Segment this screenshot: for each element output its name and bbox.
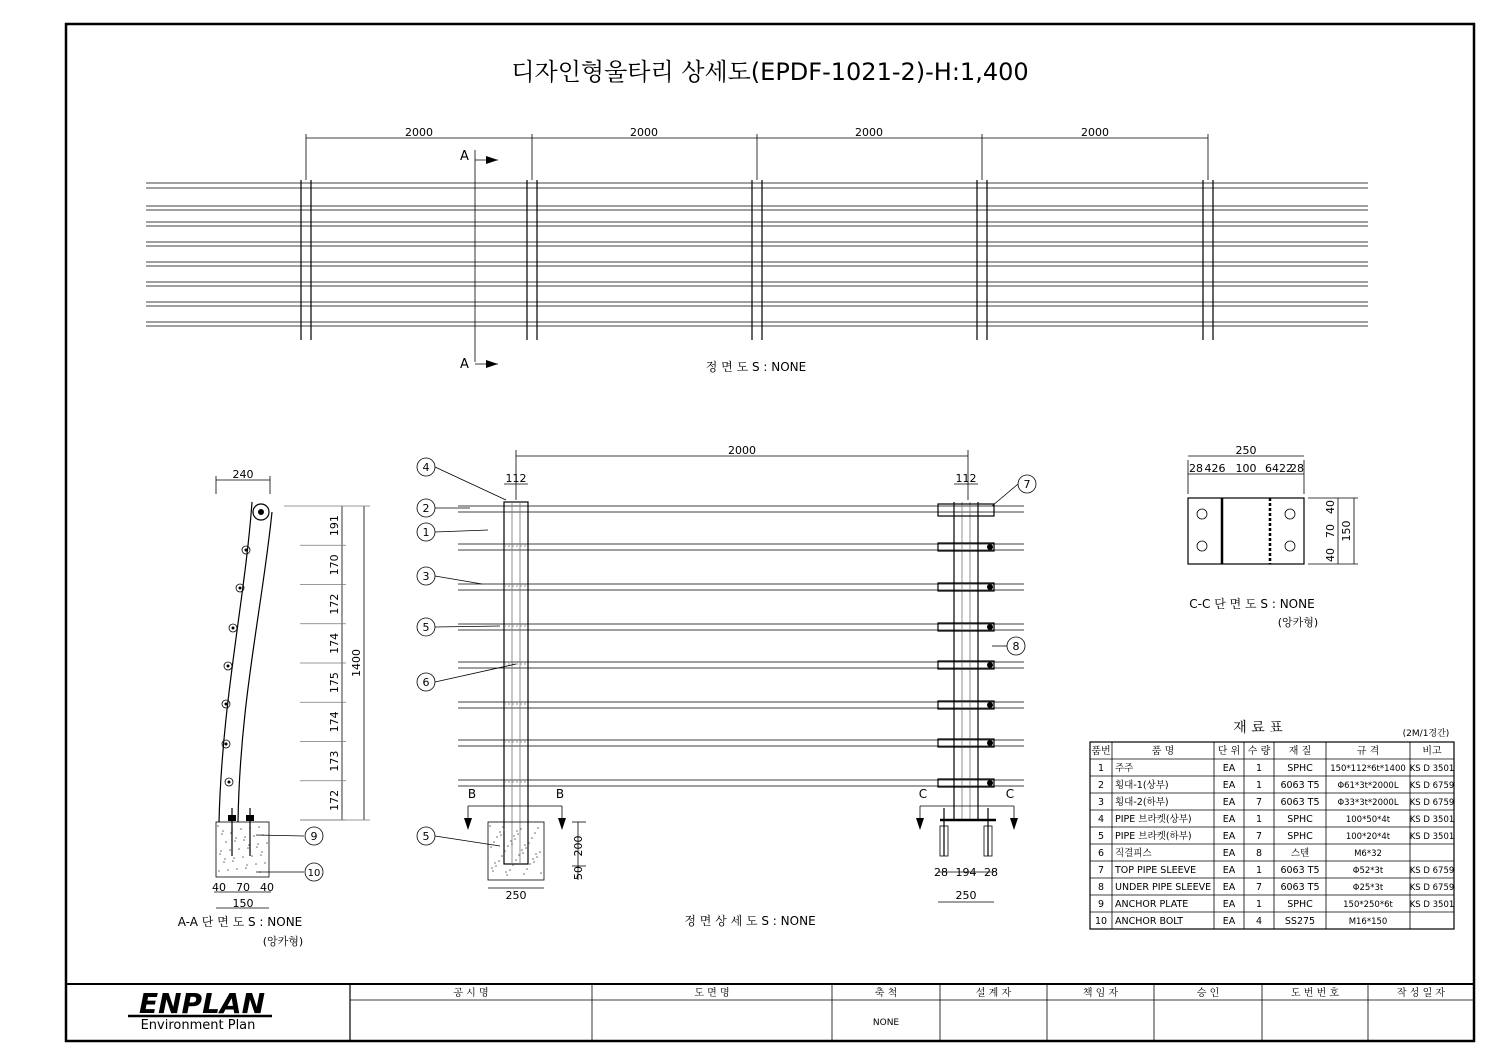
span-dim-4: 2000	[1081, 126, 1109, 139]
cc-top-dim-5: 28	[1290, 462, 1304, 475]
span-dim-2: 2000	[630, 126, 658, 139]
materials-cell: EA	[1222, 814, 1236, 825]
logo-subtitle: Environment Plan	[140, 1018, 256, 1033]
cc-label: C-C 단 면 도 S : NONE	[1189, 597, 1315, 611]
materials-cell: KS D 3501	[1409, 764, 1455, 774]
materials-cell: 횡대-1(상부)	[1115, 780, 1169, 791]
aa-spacing-5: 175	[328, 672, 341, 694]
materials-cell: 100*50*4t	[1345, 815, 1391, 825]
materials-cell: PIPE 브라켓(하부)	[1115, 831, 1192, 842]
title-block-header: 축 척	[874, 988, 898, 999]
detail-callout-7: 7	[1023, 478, 1031, 491]
materials-cell: 1	[1255, 814, 1263, 825]
detail-callout-1: 1	[422, 526, 430, 539]
materials-cell: 7	[1097, 865, 1105, 876]
detail-callout-5: 5	[422, 621, 430, 634]
materials-cell: KS D 6759	[1409, 866, 1455, 876]
materials-header: 단 위	[1217, 746, 1241, 757]
aa-spacing-4: 174	[328, 632, 341, 654]
materials-cell: Φ33*3t*2000L	[1337, 798, 1399, 808]
materials-cell: 6063 T5	[1280, 797, 1320, 808]
cc-top-dim-4: 6422	[1265, 462, 1293, 475]
title-block	[128, 984, 1474, 1041]
materials-cell: 4	[1097, 814, 1105, 825]
drawing-title: 디자인형울타리 상세도(EPDF-1021-2)-H:1,400	[511, 58, 1029, 86]
section-b-right: B	[555, 787, 565, 801]
materials-header: 품 명	[1151, 746, 1175, 757]
aa-base-dim-right: 40	[260, 881, 274, 894]
cc-side-total: 150	[1340, 520, 1353, 542]
materials-cell: Φ61*3t*2000L	[1337, 781, 1399, 791]
title-block-header: 공 시 명	[453, 988, 489, 999]
materials-header: 재 질	[1288, 746, 1312, 757]
detail-footing-height: 200	[572, 835, 585, 857]
materials-cell: 6063 T5	[1280, 780, 1320, 791]
aa-callout-9: 9	[310, 830, 318, 843]
materials-cell: KS D 3501	[1409, 815, 1455, 825]
materials-cell: PIPE 브라켓(상부)	[1115, 814, 1192, 825]
title-block-value: NONE	[872, 1018, 900, 1028]
detail-span: 2000	[728, 444, 756, 457]
materials-cell: TOP PIPE SLEEVE	[1115, 865, 1197, 876]
materials-cell: KS D 6759	[1409, 781, 1455, 791]
materials-cell: 9	[1097, 899, 1105, 910]
materials-cell: 1	[1255, 865, 1263, 876]
materials-cell: SPHC	[1287, 899, 1313, 910]
detail-callout-6: 6	[422, 676, 430, 689]
detail-label: 정 면 상 세 도 S : NONE	[684, 914, 816, 928]
section-c-right: C	[1005, 787, 1015, 801]
materials-cell: UNDER PIPE SLEEVE	[1115, 882, 1212, 893]
section-b-left: B	[467, 787, 477, 801]
detail-callout-bottom: 5	[422, 830, 430, 843]
anchor-dim-mid: 194	[955, 866, 977, 879]
materials-cell: 6063 T5	[1280, 865, 1320, 876]
title-block-header: 도 면 명	[694, 988, 730, 999]
materials-cell: 6	[1097, 848, 1105, 859]
materials-cell: KS D 6759	[1409, 883, 1455, 893]
cc-side-dim-3: 40	[1324, 548, 1337, 562]
materials-cell: 7	[1255, 882, 1263, 893]
aa-spacing-8: 172	[328, 789, 341, 811]
anchor-dim-left: 28	[934, 866, 948, 879]
title-block-header: 승 인	[1196, 988, 1220, 999]
materials-cell: EA	[1222, 780, 1236, 791]
aa-label: A-A 단 면 도 S : NONE	[177, 915, 303, 929]
materials-note: (2M/1경간)	[1402, 729, 1450, 739]
materials-cell: 7	[1255, 797, 1263, 808]
aa-spacing-3: 172	[328, 593, 341, 615]
materials-cell: SPHC	[1287, 763, 1313, 774]
title-block-header: 책 임 자	[1082, 988, 1119, 999]
aa-base-dim-mid: 70	[236, 881, 250, 894]
cc-top-dim-2: 426	[1204, 462, 1226, 475]
materials-cell: 1	[1255, 780, 1263, 791]
materials-cell: M16*150	[1348, 917, 1388, 927]
aa-spacing-7: 173	[328, 750, 341, 772]
aa-top-width: 240	[232, 468, 254, 481]
cc-top-dim-3: 100	[1235, 462, 1257, 475]
detail-callout-2: 2	[422, 502, 430, 515]
materials-cell: KS D 6759	[1409, 798, 1455, 808]
cc-sublabel: (앙카형)	[1277, 616, 1319, 629]
materials-cell: 3	[1097, 797, 1105, 808]
materials-cell: 8	[1255, 848, 1263, 859]
span-dim-1: 2000	[405, 126, 433, 139]
materials-cell: 직결피스	[1115, 848, 1152, 859]
aa-spacing-1: 191	[328, 515, 341, 537]
materials-cell: EA	[1222, 763, 1236, 774]
detail-footing-width: 250	[505, 889, 527, 902]
material-table	[1090, 719, 1454, 929]
cc-side-dim-1: 40	[1324, 500, 1337, 514]
materials-cell: 150*112*6t*1400	[1330, 764, 1406, 774]
materials-cell: EA	[1222, 916, 1236, 927]
section-a-bottom-label: A	[460, 357, 469, 372]
materials-cell: 2	[1097, 780, 1105, 791]
front-view-label: 정 면 도 S : NONE	[705, 360, 807, 374]
aa-spacing-6: 174	[328, 711, 341, 733]
aa-base-dim-left: 40	[212, 881, 226, 894]
materials-cell: 8	[1097, 882, 1105, 893]
aa-sublabel: (앙카형)	[262, 935, 304, 948]
aa-base-width: 150	[232, 897, 254, 910]
anchor-dim-right: 28	[984, 866, 998, 879]
materials-cell: EA	[1222, 865, 1236, 876]
materials-header: 수 량	[1247, 746, 1271, 757]
materials-cell: 횡대-2(하부)	[1115, 797, 1169, 808]
materials-cell: 100*20*4t	[1345, 832, 1391, 842]
cc-top-dim-1: 28	[1189, 462, 1203, 475]
materials-cell: SS275	[1284, 916, 1316, 927]
detail-post-width-right: 112	[955, 472, 977, 485]
cc-side-dim-2: 70	[1324, 524, 1337, 538]
materials-cell: 5	[1097, 831, 1105, 842]
materials-cell: 스텐	[1290, 848, 1310, 859]
materials-cell: 4	[1255, 916, 1263, 927]
materials-cell: 1	[1097, 763, 1105, 774]
materials-cell: M6*32	[1354, 849, 1382, 859]
materials-cell: 주주	[1115, 763, 1134, 774]
materials-cell: 6063 T5	[1280, 882, 1320, 893]
section-c-left: C	[918, 787, 928, 801]
title-block-header: 설 계 자	[975, 988, 1012, 999]
materials-cell: SPHC	[1287, 831, 1313, 842]
materials-cell: EA	[1222, 848, 1236, 859]
materials-cell: EA	[1222, 797, 1236, 808]
anchor-width: 250	[955, 889, 977, 902]
materials-cell: EA	[1222, 882, 1236, 893]
materials-cell: KS D 3501	[1409, 900, 1455, 910]
logo: ENPLAN	[138, 987, 266, 1020]
detail-post-width-left: 112	[505, 472, 527, 485]
materials-header: 비고	[1422, 746, 1442, 757]
materials-cell: 7	[1255, 831, 1263, 842]
detail-callout-3: 3	[422, 570, 430, 583]
section-a-top-label: A	[460, 149, 469, 164]
materials-cell: KS D 3501	[1409, 832, 1455, 842]
materials-cell: ANCHOR PLATE	[1115, 899, 1189, 910]
materials-header: 품번	[1091, 746, 1111, 757]
sheet-border	[66, 24, 1474, 1041]
materials-cell: Φ25*3t	[1352, 883, 1384, 893]
materials-cell: 150*250*6t	[1343, 900, 1393, 910]
front-detail	[417, 444, 1036, 928]
materials-cell: ANCHOR BOLT	[1115, 916, 1184, 927]
section-aa	[178, 468, 370, 948]
aa-spacing-2: 170	[328, 554, 341, 576]
detail-callout-4: 4	[422, 461, 430, 474]
materials-cell: EA	[1222, 899, 1236, 910]
aa-callout-10: 10	[307, 868, 321, 879]
title-block-header: 작 성 일 자	[1396, 988, 1446, 999]
aa-total-height: 1400	[350, 649, 363, 677]
section-cc	[1188, 444, 1358, 629]
span-dim-3: 2000	[855, 126, 883, 139]
materials-cell: 1	[1255, 899, 1263, 910]
materials-cell: 10	[1094, 916, 1108, 927]
front-view	[146, 126, 1368, 374]
materials-cell: EA	[1222, 831, 1236, 842]
materials-cell: 1	[1255, 763, 1263, 774]
materials-cell: SPHC	[1287, 814, 1313, 825]
materials-cell: Φ52*3t	[1352, 866, 1384, 876]
title-block-header: 도 번 번 호	[1290, 988, 1340, 999]
cc-overall: 250	[1235, 444, 1257, 457]
detail-footing-bottom: 50	[572, 866, 585, 880]
detail-callout-8: 8	[1012, 640, 1020, 653]
materials-title: 재 료 표	[1233, 720, 1283, 736]
materials-header: 규 격	[1356, 746, 1380, 757]
